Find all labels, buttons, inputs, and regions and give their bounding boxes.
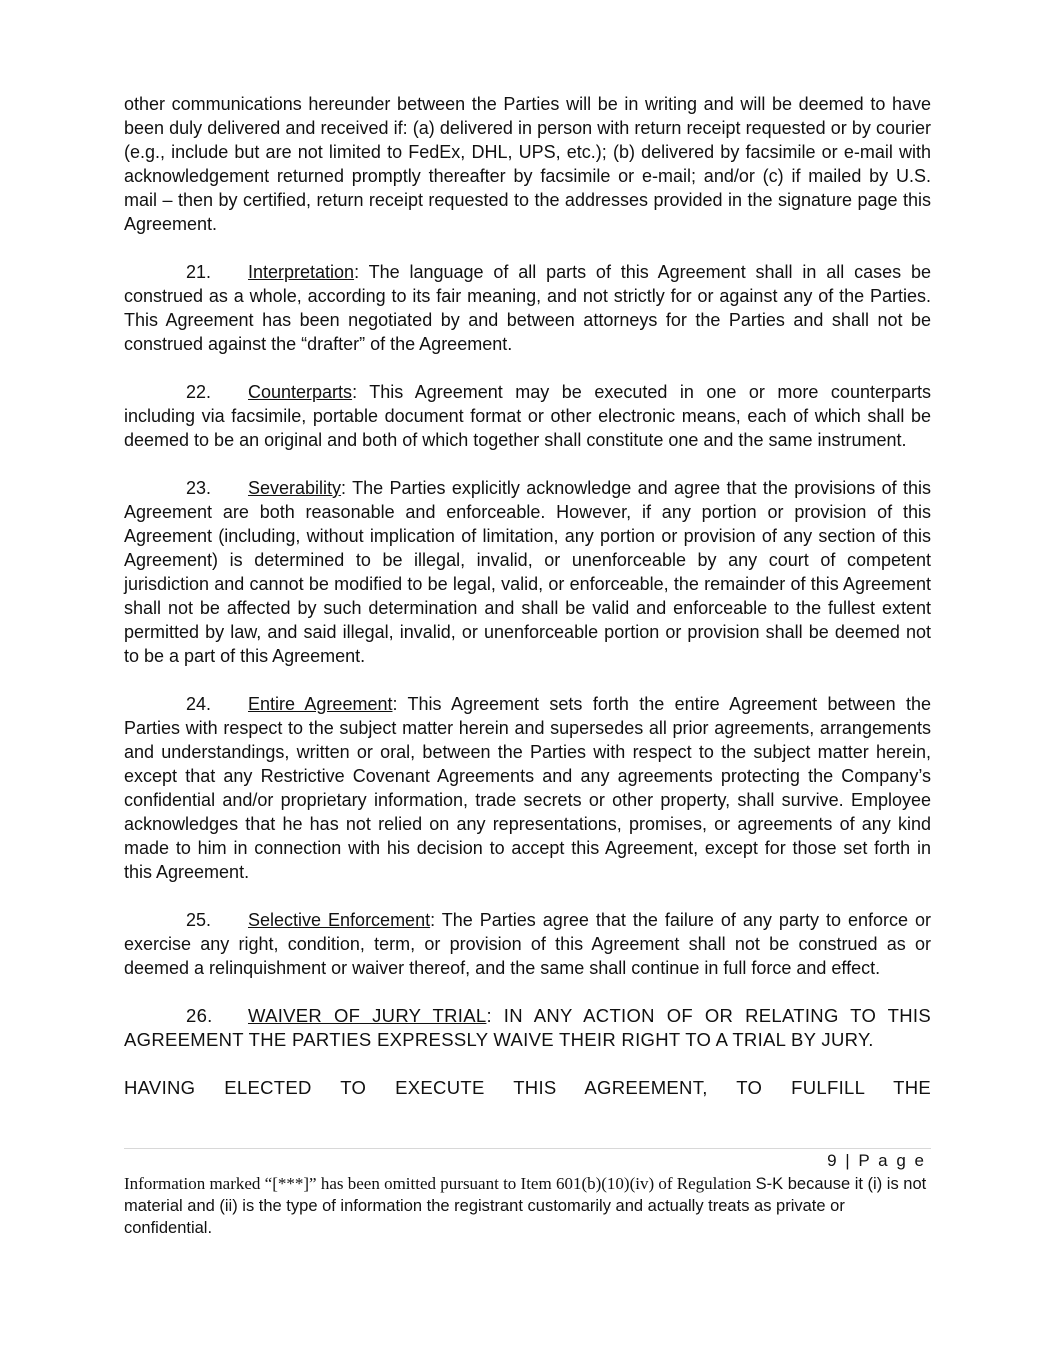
section-24 [124, 692, 931, 884]
section-heading: Severability [248, 478, 342, 498]
section-body: : The Parties agree that the failure of any party to enforce or exercise any right, condition, term, or provision of this Agreement shall not be construed as or deemed a relinquishment or waiver thereof, and the same shall continue in full force and effect. [124, 910, 931, 978]
section-22 [124, 380, 931, 452]
section-heading: WAIVER OF JURY TRIAL [248, 1005, 487, 1026]
footer-notice-part1: Information marked “[***]” has been omitted pursuant to Item 601(b)(10)(iv) of Regulation [124, 1174, 756, 1193]
section-heading: Entire Agreement [248, 694, 393, 714]
footer-divider [124, 1148, 931, 1149]
section-21 [124, 260, 931, 356]
section-body: : The Parties explicitly acknowledge and agree that the provisions of this Agreement are both reasonable and enforceable. However, if any portion or provision of this Agreement (including, without implication of limitation, any portion or provision of any section of this Agreement) is determined to be illegal, invalid, or unenforceable by any court of competent jurisdiction and cannot be modified to be legal, valid, or enforceable, the remainder of this Agreement shall not be affected by such determination and shall be valid and enforceable to the fullest extent permitted by law, and said illegal, invalid, or unenforceable portion or provision shall be deemed not to be a part of this Agreement. [124, 478, 931, 666]
section-body: : This Agreement sets forth the entire Agreement between the Parties with respect to the subject matter herein and supersedes all prior agreements, arrangements and understandings, written or oral, between the Parties with respect to the subject matter herein, except that any Restrictive Covenant Agreements and any agreements protecting the Company’s confidential and/or proprietary information, trade secrets or other property, shall survive. Employee acknowledges that he has not relied on any representations, promises, or agreements of any kind made to him in connection with his decision to accept this Agreement, except for those set forth in this Agreement. [124, 694, 931, 882]
document-body [124, 92, 931, 1100]
section-body: : IN ANY ACTION OF OR RELATING TO THIS AGREEMENT THE PARTIES EXPRESSLY WAIVE THEIR RIGHT TO A TRIAL BY JURY. [124, 1005, 932, 1050]
section-number: 26. [186, 1005, 213, 1026]
section-number: 24. [186, 694, 212, 714]
closing-line: HAVING ELECTED TO EXECUTE THIS AGREEMENT, TO FULFILL THE [124, 1077, 931, 1098]
section-number: 25. [186, 910, 212, 930]
section-number: 22. [186, 382, 212, 402]
section-heading: Interpretation [248, 262, 355, 282]
section-number: 23. [186, 478, 212, 498]
footer-notice [124, 1173, 929, 1239]
section-body: : The language of all parts of this Agreement shall in all cases be construed as a whole, according to its fair meaning, and not strictly for or against any of the Parties. This Agreement has been negotiated by and between attorneys for the Parties and shall not be construed against the “drafter” of the Agreement. [124, 262, 931, 354]
section-23 [124, 476, 931, 668]
section-heading: Counterparts [248, 382, 353, 402]
intro-paragraph: other communications hereunder between the Parties will be in writing and will be deemed to have been duly delivered and received if: (a) delivered in person with return receipt requested or by courier (e.g., include but are not limited to FedEx, DHL, UPS, etc.); (b) delivered by facsimile or e-mail with acknowledgement returned promptly thereafter by facsimile or e-mail; and/or (c) if mailed by U.S. mail – then by certified, return receipt requested to the addresses provided in the signature page this Agreement. [124, 94, 931, 234]
section-number: 21. [186, 262, 212, 282]
footer-notice-part2: S-K because it (i) is not material and (ii) is the type of information the registrant customarily and actually treats as private or confidential. [124, 1175, 927, 1237]
section-heading: Selective Enforcement [248, 910, 431, 930]
section-26 [124, 1004, 931, 1052]
section-body: : This Agreement may be executed in one or more counterparts including via facsimile, portable document format or other electronic means, each of which shall be deemed to be an original and both of which together shall constitute one and the same instrument. [124, 382, 931, 450]
page-number: 9 | P a g e [827, 1151, 926, 1170]
section-25 [124, 908, 931, 980]
